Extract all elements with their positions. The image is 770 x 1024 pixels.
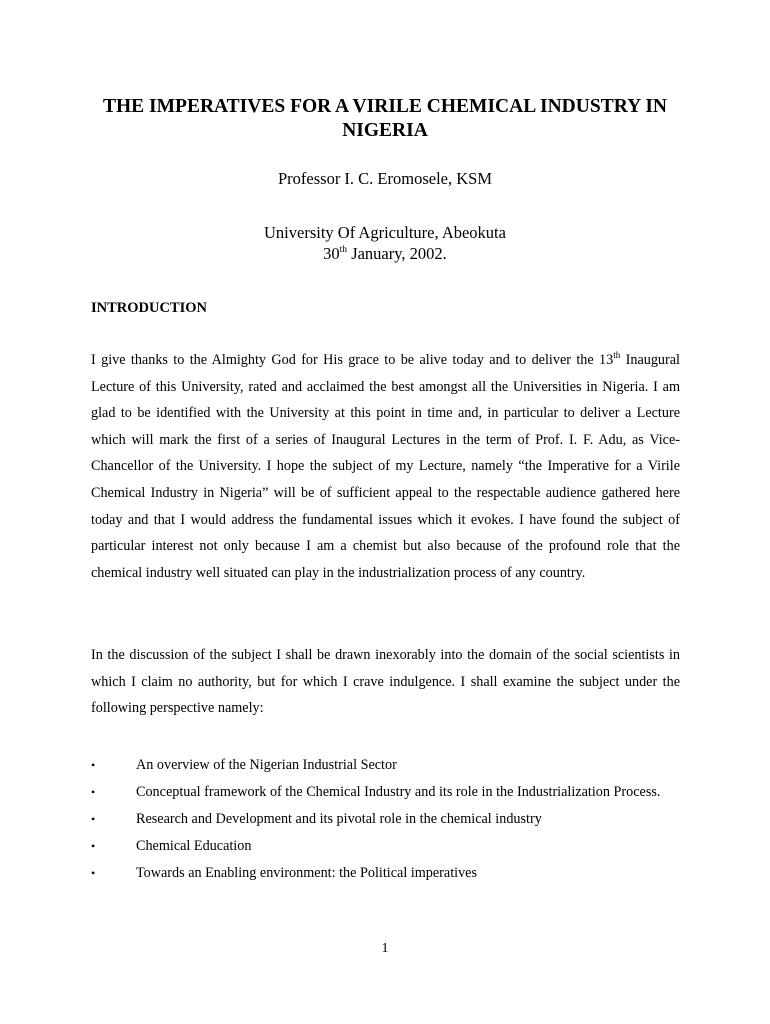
- list-item: [91, 752, 680, 779]
- author-line: Professor I. C. Eromosele, KSM: [277, 169, 493, 188]
- list-item: [91, 806, 680, 833]
- para1-part1: I give thanks to the Almighty God for His grace to be alive today and to deliver the 13: [91, 352, 614, 368]
- list-item-text: Chemical Education: [136, 838, 252, 854]
- list-item-text: Research and Development and its pivotal role in the chemical industry: [136, 811, 542, 827]
- page-number: 1: [381, 941, 389, 956]
- section-heading: INTRODUCTION: [91, 300, 208, 316]
- list-item: [91, 833, 680, 860]
- affiliation-block: [0, 222, 770, 264]
- date-line: [0, 243, 770, 264]
- bullet-icon: •: [91, 812, 96, 826]
- date-suffix: th: [339, 245, 348, 255]
- date-day: 30: [323, 244, 340, 263]
- intro-paragraph-1: [91, 347, 680, 586]
- list-item-text: An overview of the Nigerian Industrial Sector: [136, 757, 397, 773]
- para1-superscript: th: [613, 350, 621, 360]
- document-title: THE IMPERATIVES FOR A VIRILE CHEMICAL INDUSTRY IN NIGERIA: [102, 96, 667, 141]
- bullet-icon: •: [91, 758, 96, 772]
- intro-paragraph-2: In the discussion of the subject I shall be drawn inexorably into the domain of the social scientists in which I claim no authority, but for which I crave indulgence. I shall examine the subject under the following perspective namely:: [91, 647, 680, 717]
- list-item-text: Conceptual framework of the Chemical Industry and its role in the Industrialization Process.: [136, 784, 661, 800]
- list-item: [91, 779, 680, 806]
- bullet-icon: •: [91, 785, 96, 799]
- para1-part2: Inaugural Lecture of this University, rated and acclaimed the best amongst all the Universities in Nigeria. I am glad to be identified with the University at this point in time and, in particular to deliver a Lecture which will mark the first of a series of Inaugural Lectures in the term of Prof. I. F. Adu, as Vice-Chancellor of the University. I hope the subject of my Lecture, namely “the Imperative for a Virile Chemical Industry in Nigeria” will be of sufficient appeal to the respectable audience gathered here today and that I would address the fundamental issues which it evokes. I have found the subject of particular interest not only because I am a chemist but also because of the profound role that the chemical industry well situated can play in the industrialization process of any country.: [91, 352, 680, 581]
- perspective-list: [91, 752, 680, 887]
- list-item-text: Towards an Enabling environment: the Political imperatives: [136, 865, 477, 881]
- bullet-icon: •: [91, 839, 96, 853]
- date-rest: January, 2002.: [347, 244, 447, 263]
- affiliation: University Of Agriculture, Abeokuta: [264, 223, 506, 242]
- bullet-icon: •: [91, 866, 96, 880]
- list-item: [91, 860, 680, 887]
